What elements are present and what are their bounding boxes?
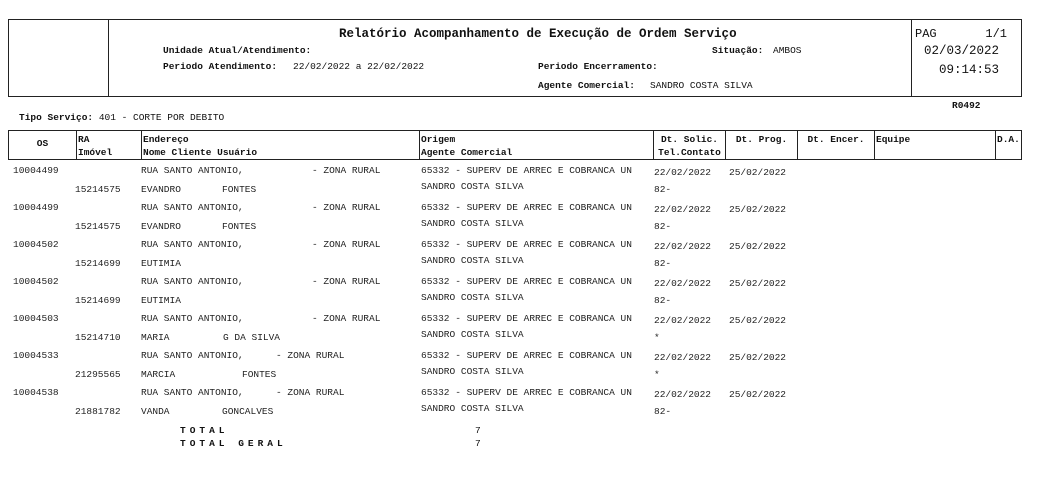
cell-os: 10004499	[13, 165, 59, 176]
cell-prog: 25/02/2022	[729, 278, 787, 289]
cell-endereco: RUA SANTO ANTONIO,	[141, 165, 244, 176]
pag-label: PAG	[915, 27, 937, 41]
cell-endereco: RUA SANTO ANTONIO,	[141, 350, 244, 361]
cell-tel: 82-	[654, 184, 672, 195]
table-row	[0, 387, 1038, 424]
cell-nome-last: FONTES	[222, 184, 257, 195]
cell-ra: 21881782	[75, 406, 121, 417]
situacao-label: Situação:	[712, 45, 764, 56]
cell-agente: SANDRO COSTA SILVA	[421, 181, 524, 192]
col-endereco-line1: Endereço	[143, 134, 189, 145]
cell-tel: 82-	[654, 258, 672, 269]
report-date: 02/03/2022	[923, 44, 999, 58]
header-divider-right	[911, 20, 912, 96]
cell-ra: 15214699	[75, 295, 121, 306]
agente-value: SANDRO COSTA SILVA	[650, 80, 753, 91]
cell-os: 10004533	[13, 350, 59, 361]
cell-zona: - ZONA RURAL	[276, 350, 345, 361]
cell-prog: 25/02/2022	[729, 204, 787, 215]
cell-ra: 15214575	[75, 184, 121, 195]
cell-os: 10004502	[13, 239, 59, 250]
cell-zona: - ZONA RURAL	[312, 239, 381, 250]
cell-origem: 65332 - SUPERV DE ARREC E COBRANCA UN	[421, 276, 632, 287]
col-solic	[653, 131, 725, 159]
cell-zona: - ZONA RURAL	[312, 313, 381, 324]
col-encer: Dt. Encer.	[797, 131, 874, 159]
col-solic-line2: Tel.Contato	[658, 147, 721, 158]
cell-ra: 15214575	[75, 221, 121, 232]
cell-prog: 25/02/2022	[729, 241, 787, 252]
total-geral-value: 7	[475, 438, 481, 449]
cell-origem: 65332 - SUPERV DE ARREC E COBRANCA UN	[421, 239, 632, 250]
cell-origem: 65332 - SUPERV DE ARREC E COBRANCA UN	[421, 350, 632, 361]
tipo-servico-value: 401 - CORTE POR DEBITO	[98, 112, 225, 123]
cell-agente: SANDRO COSTA SILVA	[421, 218, 524, 229]
cell-endereco: RUA SANTO ANTONIO,	[141, 387, 244, 398]
cell-os: 10004503	[13, 313, 59, 324]
cell-nome-last: G DA SILVA	[223, 332, 281, 343]
total-label: TOTAL	[180, 425, 229, 436]
cell-agente: SANDRO COSTA SILVA	[421, 366, 524, 377]
cell-endereco: RUA SANTO ANTONIO,	[141, 276, 244, 287]
cell-solic: 22/02/2022	[654, 241, 712, 252]
encerramento-label: Periodo Encerramento:	[538, 61, 658, 72]
col-origem	[419, 131, 653, 159]
tipo-servico	[19, 112, 224, 123]
situacao-value: AMBOS	[773, 45, 802, 56]
cell-solic: 22/02/2022	[654, 204, 712, 215]
col-ra-line1: RA	[78, 134, 90, 145]
cell-ra: 15214710	[75, 332, 121, 343]
cell-nome-last: FONTES	[242, 369, 277, 380]
table-row	[0, 276, 1038, 313]
table-row	[0, 313, 1038, 350]
total-value: 7	[475, 425, 481, 436]
cell-prog: 25/02/2022	[729, 167, 787, 178]
cell-zona: - ZONA RURAL	[312, 276, 381, 287]
table-row	[0, 350, 1038, 387]
cell-zona: - ZONA RURAL	[312, 165, 381, 176]
col-os: OS	[36, 138, 49, 149]
cell-solic: 22/02/2022	[654, 389, 712, 400]
cell-nome-first: MARCIA	[141, 369, 176, 380]
cell-solic: 22/02/2022	[654, 352, 712, 363]
cell-nome-first: EUTIMIA	[141, 295, 181, 306]
cell-os: 10004538	[13, 387, 59, 398]
cell-nome-first: EVANDRO	[141, 221, 181, 232]
col-origem-line2: Agente Comercial	[421, 147, 513, 158]
cell-nome-first: EUTIMIA	[141, 258, 181, 269]
col-origem-line1: Origem	[421, 134, 456, 145]
cell-nome-first: VANDA	[141, 406, 170, 417]
cell-solic: 22/02/2022	[654, 167, 712, 178]
cell-prog: 25/02/2022	[729, 315, 787, 326]
col-ra-line2: Imóvel	[78, 147, 113, 158]
cell-nome-first: MARIA	[141, 332, 170, 343]
cell-origem: 65332 - SUPERV DE ARREC E COBRANCA UN	[421, 313, 632, 324]
cell-os: 10004502	[13, 276, 59, 287]
cell-tel: 82-	[654, 406, 672, 417]
cell-tel: 82-	[654, 221, 672, 232]
pag-value: 1/1	[985, 27, 1007, 41]
total-geral-label: TOTAL GERAL	[180, 438, 287, 449]
col-prog: Dt. Prog.	[725, 131, 797, 159]
cell-agente: SANDRO COSTA SILVA	[421, 403, 524, 414]
cell-origem: 65332 - SUPERV DE ARREC E COBRANCA UN	[421, 387, 632, 398]
cell-solic: 22/02/2022	[654, 278, 712, 289]
col-endereco	[141, 131, 419, 159]
report-code: R0492	[952, 100, 981, 111]
col-endereco-line2: Nome Cliente Usuário	[143, 147, 258, 158]
cell-origem: 65332 - SUPERV DE ARREC E COBRANCA UN	[421, 202, 632, 213]
cell-endereco: RUA SANTO ANTONIO,	[141, 202, 244, 213]
col-equipe: Equipe	[874, 131, 995, 159]
cell-nome-last: FONTES	[222, 221, 257, 232]
cell-origem: 65332 - SUPERV DE ARREC E COBRANCA UN	[421, 165, 632, 176]
cell-agente: SANDRO COSTA SILVA	[421, 255, 524, 266]
header-divider-left	[108, 20, 109, 96]
agente-label: Agente Comercial:	[538, 80, 635, 91]
cell-prog: 25/02/2022	[729, 352, 787, 363]
report-header	[8, 19, 1022, 111]
table-row	[0, 239, 1038, 276]
tipo-servico-label: Tipo Serviço:	[19, 112, 94, 123]
col-ra	[76, 131, 141, 159]
cell-prog: 25/02/2022	[729, 389, 787, 400]
cell-zona: - ZONA RURAL	[312, 202, 381, 213]
cell-os: 10004499	[13, 202, 59, 213]
cell-agente: SANDRO COSTA SILVA	[421, 329, 524, 340]
cell-nome-last: GONCALVES	[222, 406, 274, 417]
cell-tel: 82-	[654, 295, 672, 306]
table-row	[0, 165, 1038, 202]
table-header	[8, 130, 1022, 160]
table-row	[0, 202, 1038, 239]
col-da: D.A.	[995, 131, 1021, 159]
cell-solic: 22/02/2022	[654, 315, 712, 326]
periodo-label: Periodo Atendimento:	[163, 61, 278, 72]
cell-tel: *	[654, 332, 660, 343]
cell-endereco: RUA SANTO ANTONIO,	[141, 313, 244, 324]
cell-agente: SANDRO COSTA SILVA	[421, 292, 524, 303]
cell-ra: 21295565	[75, 369, 121, 380]
cell-nome-first: EVANDRO	[141, 184, 181, 195]
report-time: 09:14:53	[938, 63, 999, 77]
cell-tel: *	[654, 369, 660, 380]
cell-endereco: RUA SANTO ANTONIO,	[141, 239, 244, 250]
periodo-value: 22/02/2022 a 22/02/2022	[293, 61, 425, 72]
cell-ra: 15214699	[75, 258, 121, 269]
report-title: Relatório Acompanhamento de Execução de Ordem Serviço	[339, 27, 737, 41]
cell-zona: - ZONA RURAL	[276, 387, 345, 398]
unidade-label: Unidade Atual/Atendimento:	[163, 45, 312, 56]
col-solic-line1: Dt. Solic.	[660, 134, 718, 145]
